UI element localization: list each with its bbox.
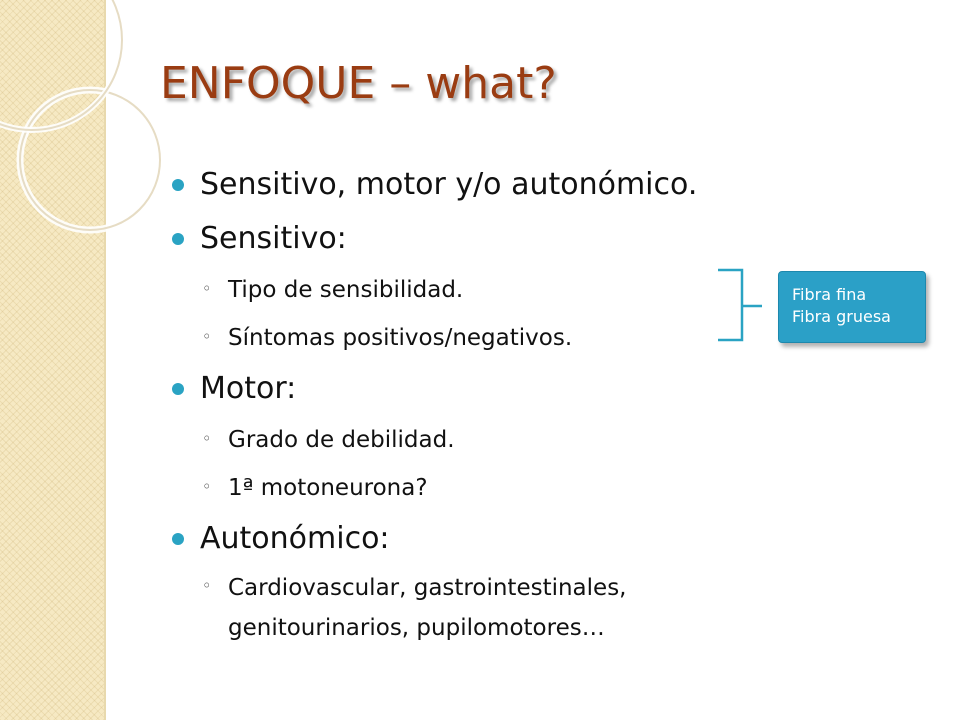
bullet-dot-icon	[172, 533, 184, 545]
callout-box	[778, 271, 926, 343]
ring-bullet-icon: ◦	[202, 477, 212, 496]
sub-list-item	[172, 314, 772, 362]
slide-title: ENFOQUE – what?	[160, 58, 557, 109]
bullet-dot-icon	[172, 233, 184, 245]
sub-list-item	[172, 464, 772, 512]
callout-line: Fibra gruesa	[792, 307, 891, 326]
list-item-text: Motor:	[200, 371, 297, 406]
sub-list-item	[172, 266, 772, 314]
ring-bullet-icon: ◦	[202, 576, 212, 595]
list-item	[172, 512, 772, 566]
ring-bullet-icon: ◦	[202, 279, 212, 298]
ring-bullet-icon: ◦	[202, 327, 212, 346]
sub-list-item-text: genitourinarios, pupilomotores…	[228, 615, 605, 641]
list-item	[172, 362, 772, 416]
callout-line: Fibra fina	[792, 285, 867, 304]
ring-bullet-icon: ◦	[202, 429, 212, 448]
sub-list-item-text: Grado de debilidad.	[228, 427, 455, 453]
bracket-connector	[712, 268, 772, 348]
list-item-text: Autonómico:	[200, 521, 390, 556]
sub-list-item-text: Síntomas positivos/negativos.	[228, 325, 573, 351]
bullet-list	[172, 158, 772, 648]
sub-list-item-text: 1ª motoneurona?	[228, 475, 428, 501]
bullet-dot-icon	[172, 179, 184, 191]
list-item	[172, 212, 772, 266]
bullet-dot-icon	[172, 383, 184, 395]
list-item-text: Sensitivo, motor y/o autonómico.	[200, 167, 698, 202]
list-item	[172, 158, 772, 212]
sub-list-item-text: Cardiovascular, gastrointestinales,	[228, 575, 627, 601]
sub-list-item	[172, 416, 772, 464]
list-item-text: Sensitivo:	[200, 221, 347, 256]
sub-list-item-text: Tipo de sensibilidad.	[228, 277, 464, 303]
sub-list-item	[172, 566, 788, 648]
